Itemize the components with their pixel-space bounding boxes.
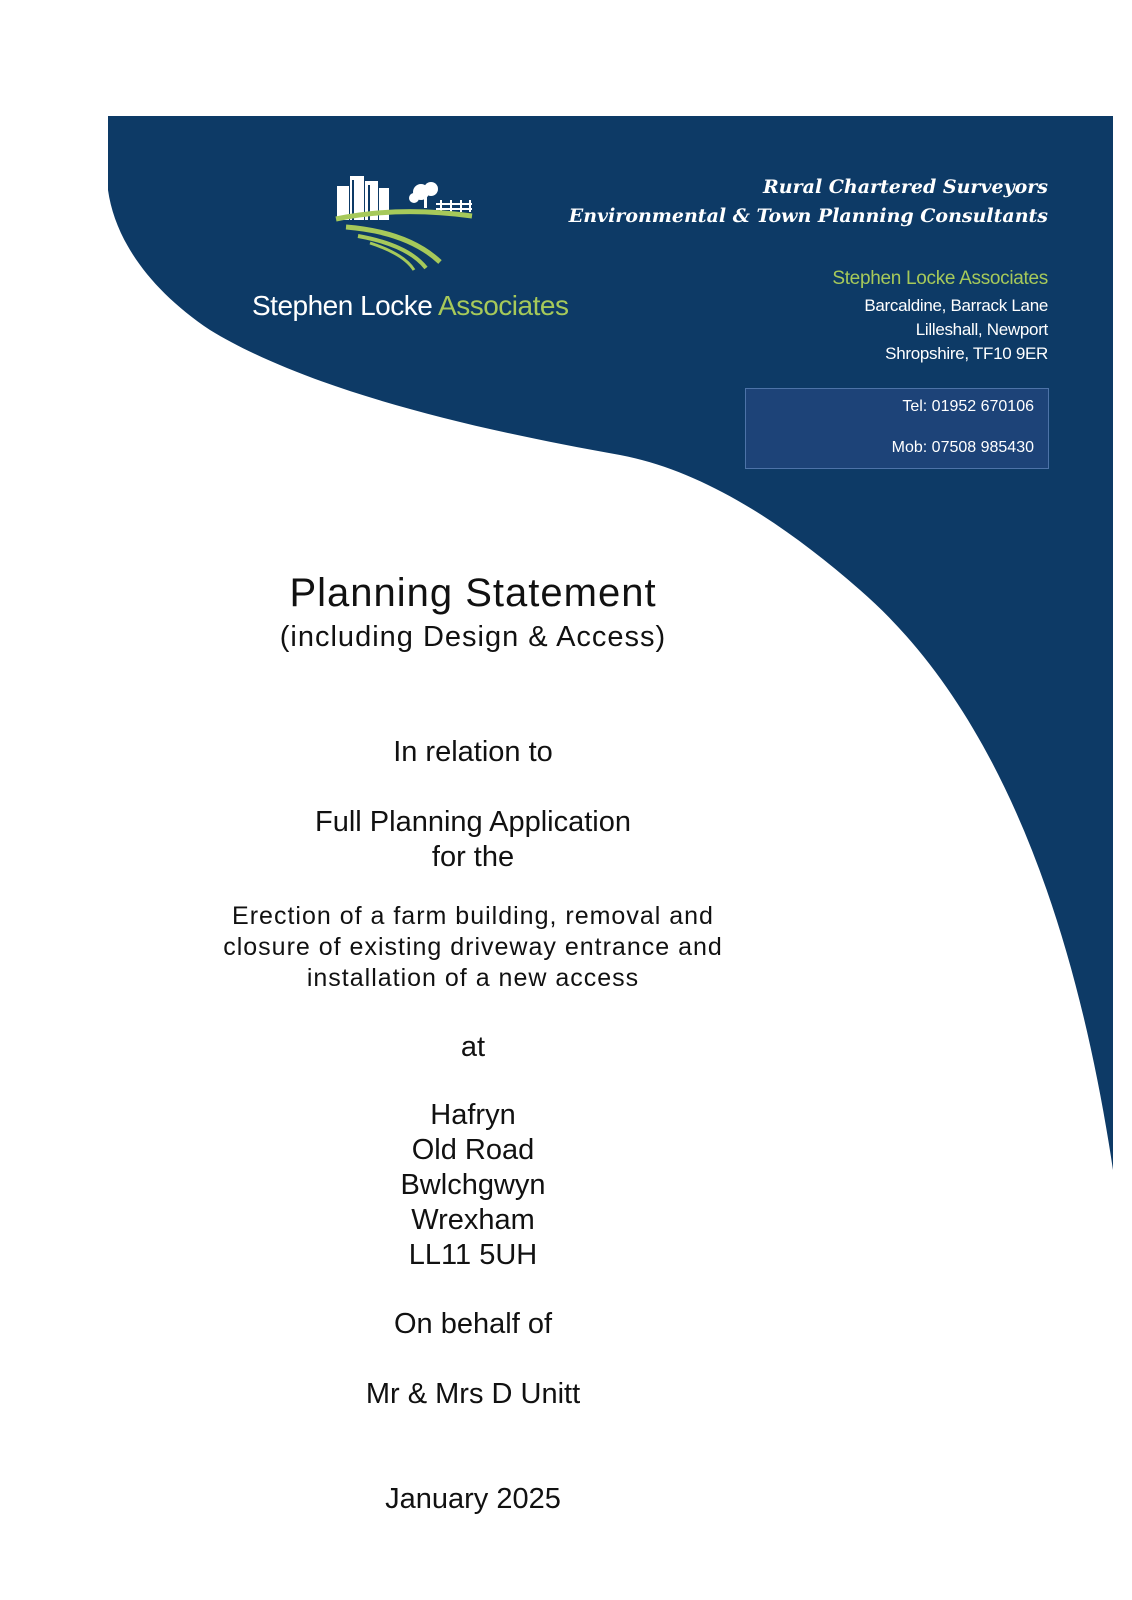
logo-word-associates: Associates bbox=[438, 290, 569, 321]
site-line-1: Hafryn bbox=[430, 1099, 516, 1131]
site-line-4: Wrexham bbox=[411, 1204, 535, 1236]
address-line-2: Lilleshall, Newport bbox=[915, 320, 1048, 339]
site-line-2: Old Road bbox=[411, 1134, 535, 1166]
client-name: Mr & Mrs D Unitt bbox=[365, 1378, 581, 1410]
document-subtitle: (including Design & Access) bbox=[279, 621, 667, 653]
behalf-text: On behalf of bbox=[394, 1308, 552, 1340]
tagline-consultants: Environmental & Town Planning Consultants bbox=[568, 205, 1048, 227]
document-date: January 2025 bbox=[385, 1483, 561, 1515]
application-line-1: Full Planning Application bbox=[315, 806, 631, 838]
address-line-1: Barcaldine, Barrack Lane bbox=[864, 296, 1048, 315]
application-line-2: for the bbox=[431, 841, 515, 873]
description-line-2: closure of existing driveway entrance and bbox=[223, 933, 723, 961]
description-line-3: installation of a new access bbox=[306, 964, 640, 992]
contact-box bbox=[745, 388, 1049, 469]
at-text: at bbox=[460, 1031, 486, 1063]
mobile-number: Mob: 07508 985430 bbox=[891, 439, 1034, 456]
document-title: Planning Statement bbox=[289, 571, 657, 615]
tagline-surveyors: Rural Chartered Surveyors bbox=[763, 176, 1048, 198]
site-line-3: Bwlchgwyn bbox=[400, 1169, 546, 1201]
relation-text: In relation to bbox=[393, 736, 553, 768]
address-line-3: Shropshire, TF10 9ER bbox=[885, 344, 1048, 363]
description-line-1: Erection of a farm building, removal and bbox=[232, 902, 714, 930]
phone-number: Tel: 01952 670106 bbox=[902, 398, 1034, 415]
company-name: Stephen Locke Associates bbox=[832, 268, 1048, 289]
site-line-5: LL11 5UH bbox=[408, 1239, 538, 1271]
logo-wordmark bbox=[252, 290, 568, 322]
logo-word-stephen-locke: Stephen Locke bbox=[252, 290, 433, 321]
